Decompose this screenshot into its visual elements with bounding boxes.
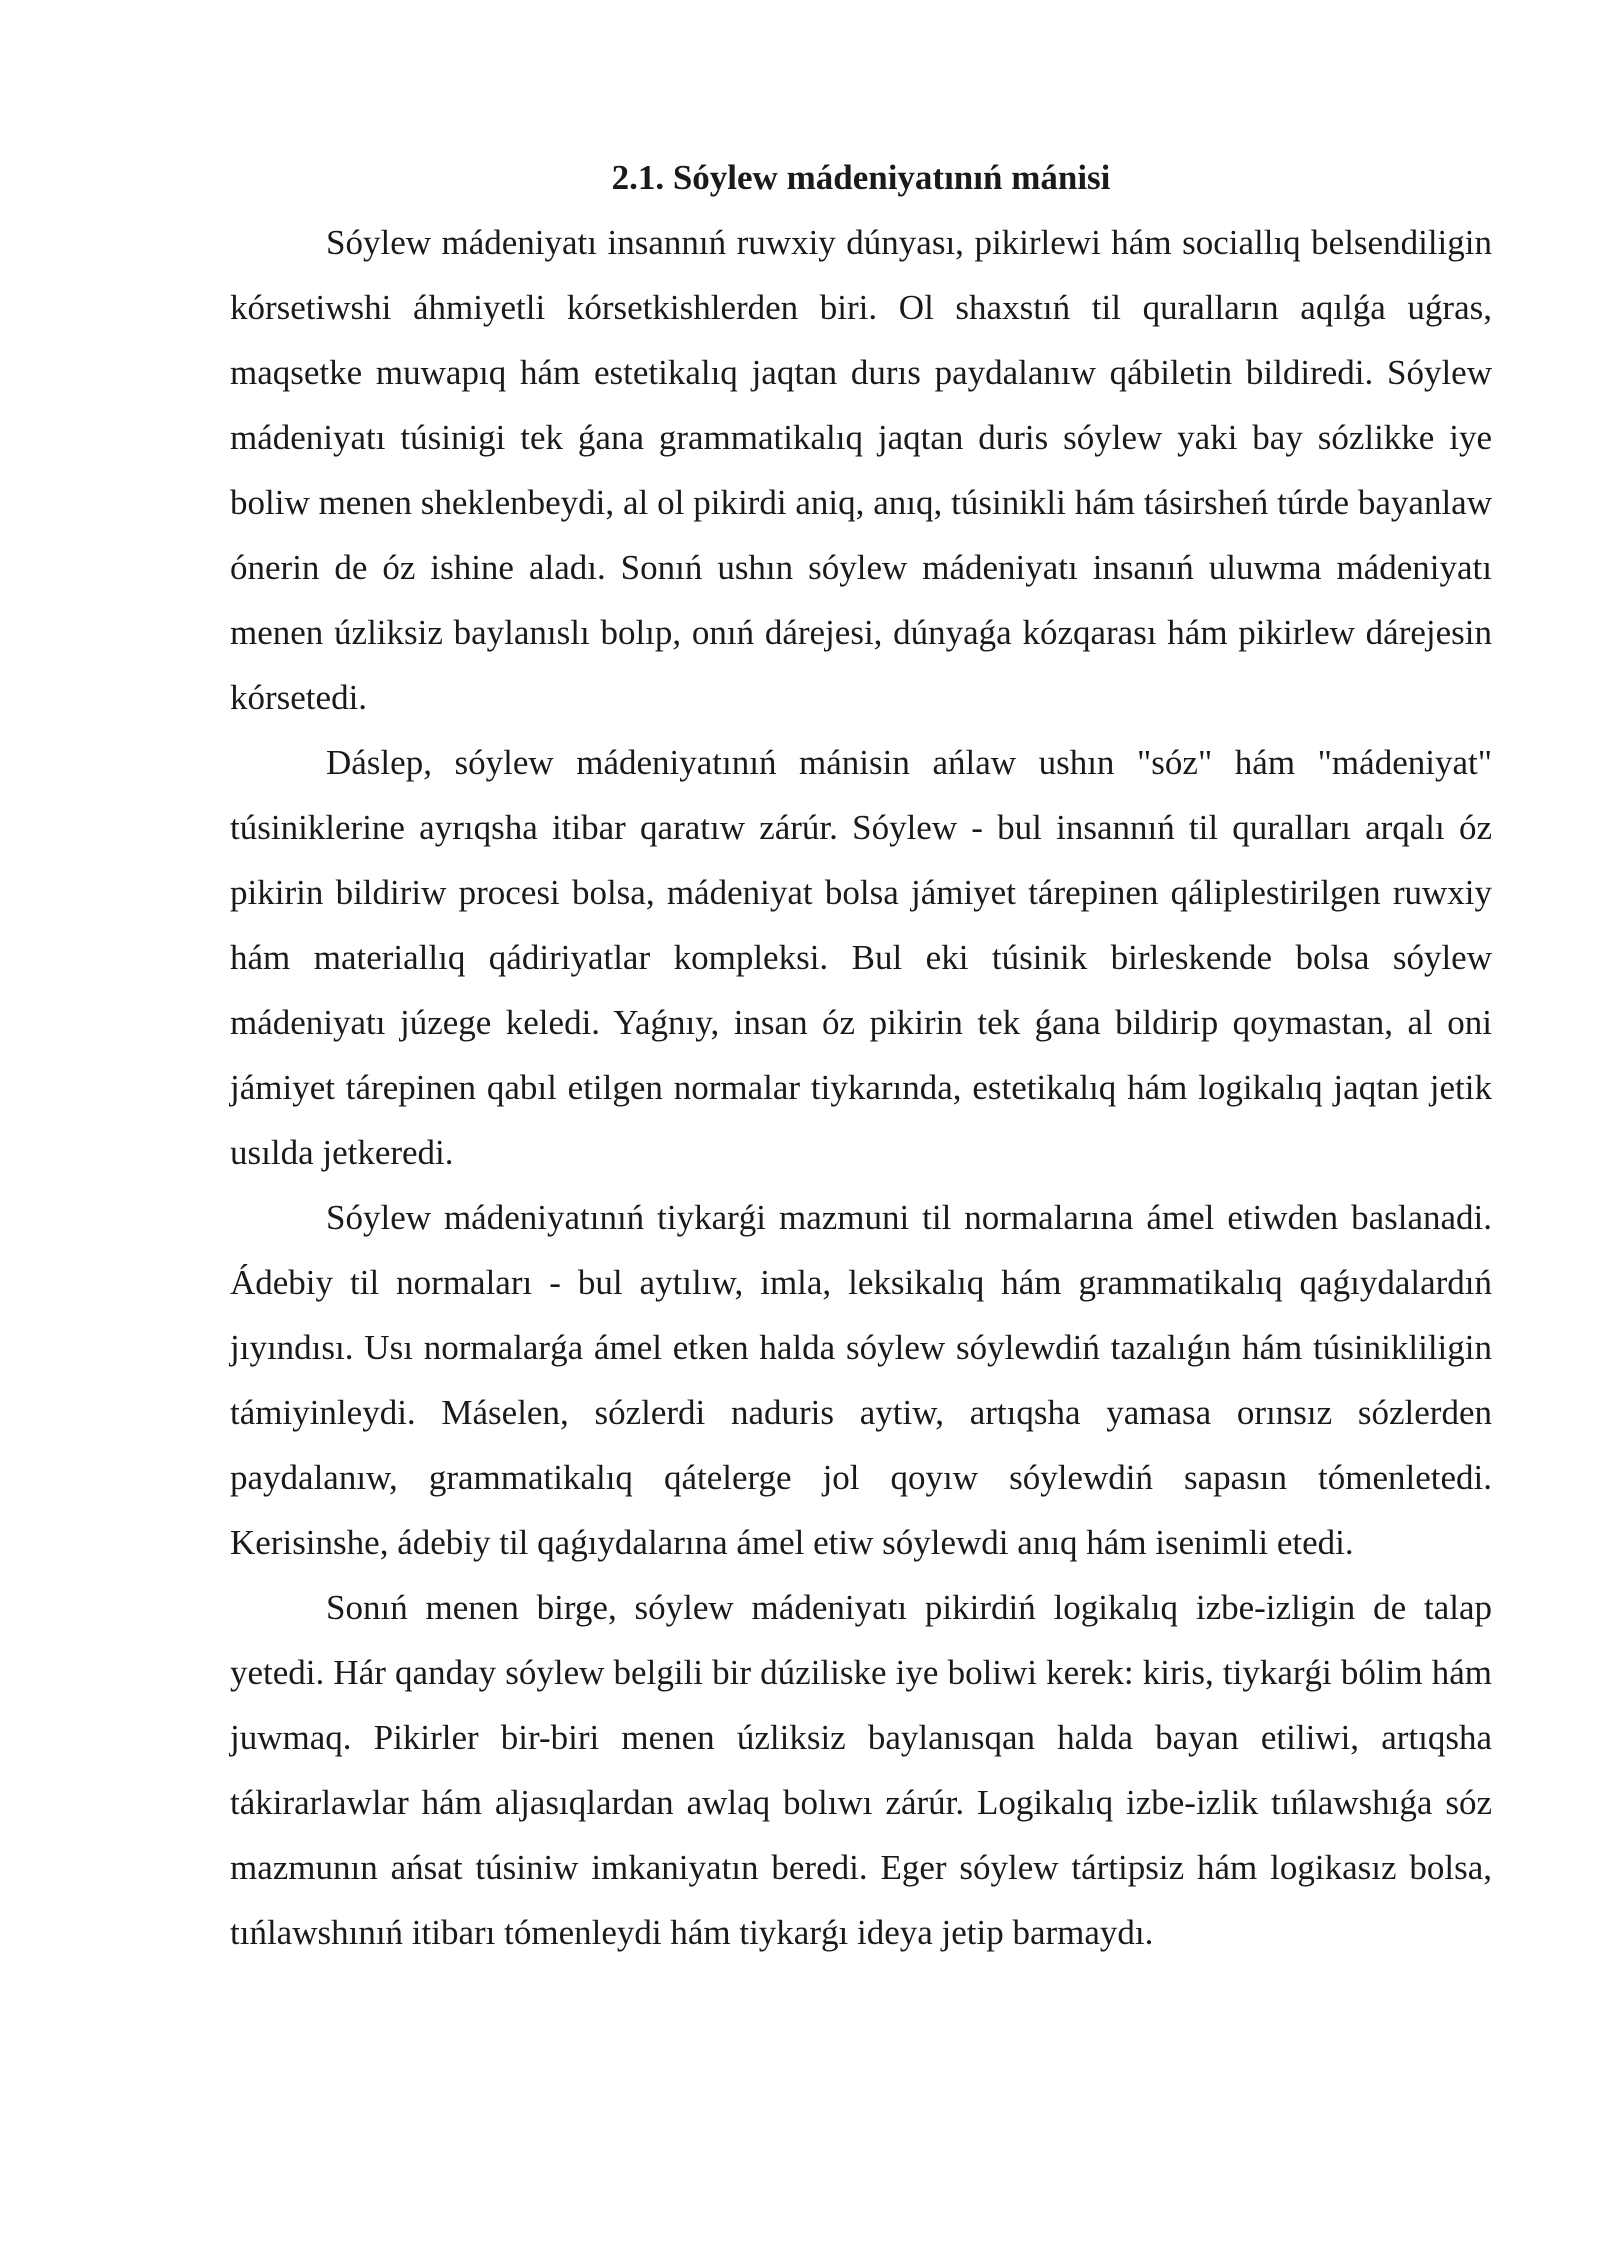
document-body xyxy=(230,145,1492,1965)
paragraph: Dáslep, sóylew mádeniyatınıń mánisin ańlaw ushın "sóz" hám "mádeniyat" túsiniklerine ayrıqsha itibar qaratıw zárúr. Sóylew - bul insannıń til quralları arqalı óz pikirin bildiriw procesi bolsa, mádeniyat bolsa jámiyet tárepinen qáliplestirilgen ruwxiy hám materiallıq qádiriyatlar kompleksi. Bul eki túsinik birleskende bolsa sóylew mádeniyatı júzege keledi. Yaǵnıy, insan óz pikirin tek ǵana bildirip qoymastan, al oni jámiyet tárepinen qabıl etilgen normalar tiykarında, estetikalıq hám logikalıq jaqtan jetik usılda jetkeredi. xyxy=(230,743,1492,1172)
paragraph: Sóylew mádeniyatı insannıń ruwxiy dúnyası, pikirlewi hám sociallıq belsendiligin kórsetiwshi áhmiyetli kórsetkishlerden biri. Ol shaxstıń til quralların aqılǵa uǵras, maqsetke muwapıq hám estetikalıq jaqtan durıs paydalanıw qábiletin bildiredi. Sóylew mádeniyatı túsinigi tek ǵana grammatikalıq jaqtan duris sóylew yaki bay sózlikke iye boliw menen sheklenbeydi, al ol pikirdi aniq, anıq, túsinikli hám tásirsheń túrde bayanlaw ónerin de óz ishine aladı. Sonıń ushın sóylew mádeniyatı insanıń uluwma mádeniyatı menen úzliksiz baylanıslı bolıp, onıń dárejesi, dúnyaǵa kózqarası hám pikirlew dárejesin kórsetedi. xyxy=(230,223,1492,717)
paragraph: Sóylew mádeniyatınıń tiykarǵi mazmuni til normalarına ámel etiwden baslanadi. Ádebiy til normaları - bul aytılıw, imla, leksikalıq hám grammatikalıq qaǵıydalardıń jıyındısı. Usı normalarǵa ámel etken halda sóylew sóylewdiń tazalıǵın hám túsinikliligin támiyinleydi. Máselen, sózlerdi naduris aytiw, artıqsha yamasa orınsız sózlerden paydalanıw, grammatikalıq qátelerge jol qoyıw sóylewdiń sapasın tómenletedi. Kerisinshe, ádebiy til qaǵıydalarına ámel etiw sóylewdi anıq hám isenimli etedi. xyxy=(230,1198,1492,1562)
paragraph: Sonıń menen birge, sóylew mádeniyatı pikirdiń logikalıq izbe-izligin de talap yetedi. Hár qanday sóylew belgili bir dúziliske iye boliwi kerek: kiris, tiykarǵi bólim hám juwmaq. Pikirler bir-biri menen úzliksiz baylanısqan halda bayan etiliwi, artıqsha tákirarlawlar hám aljasıqlardan awlaq bolıwı zárúr. Logikalıq izbe-izlik tıńlawshıǵa sóz mazmunın ańsat túsiniw imkaniyatın beredi. Eger sóylew tártipsiz hám logikasız bolsa, tıńlawshınıń itibarı tómenleydi hám tiykarǵı ideya jetip barmaydı. xyxy=(230,1588,1492,1952)
section-heading: 2.1. Sóylew mádeniyatınıń mánisi xyxy=(611,158,1111,197)
